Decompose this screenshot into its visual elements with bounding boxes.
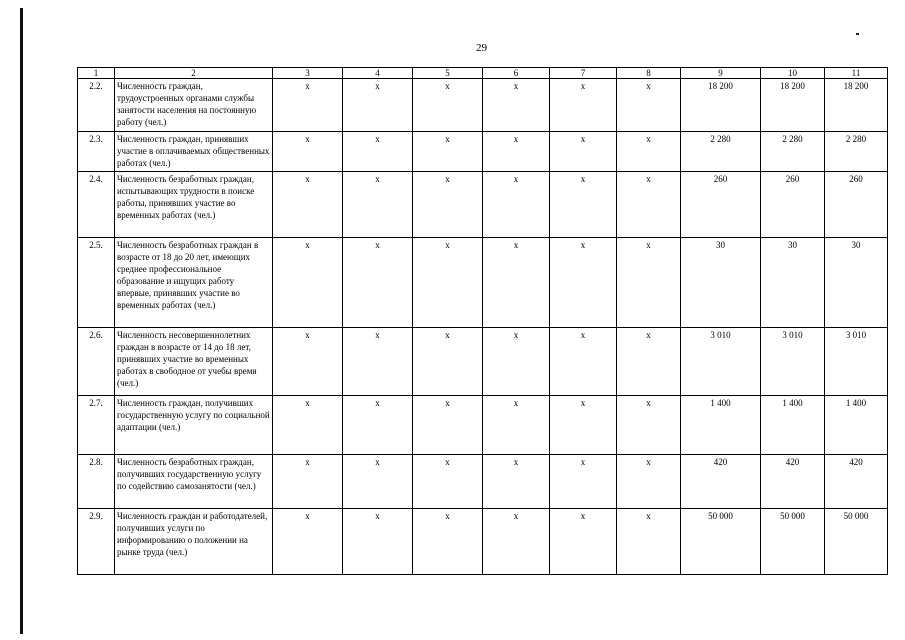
table-cell: x bbox=[413, 172, 483, 238]
table-cell: x bbox=[483, 132, 550, 172]
column-number: 7 bbox=[550, 68, 617, 79]
row-number: 2.4. bbox=[78, 172, 115, 238]
table-cell: 3 010 bbox=[681, 328, 761, 396]
table-cell: 30 bbox=[681, 238, 761, 328]
table-cell: x bbox=[550, 132, 617, 172]
table-cell: x bbox=[617, 455, 681, 509]
table-cell: x bbox=[483, 172, 550, 238]
table-cell: x bbox=[550, 455, 617, 509]
table-cell: x bbox=[483, 328, 550, 396]
indicator-name: Численность граждан, трудоустроенных органами службы занятости населения на постоянную работу (чел.) bbox=[115, 79, 273, 132]
column-number: 8 bbox=[617, 68, 681, 79]
table-cell: x bbox=[413, 328, 483, 396]
table-cell: x bbox=[273, 79, 343, 132]
row-number: 2.8. bbox=[78, 455, 115, 509]
table-row bbox=[78, 238, 888, 328]
table-cell: x bbox=[343, 79, 413, 132]
table-row bbox=[78, 172, 888, 238]
column-number-row bbox=[78, 68, 888, 79]
table-cell: x bbox=[273, 172, 343, 238]
table-row bbox=[78, 509, 888, 575]
indicator-name: Численность граждан, принявших участие в оплачиваемых общественных работах (чел.) bbox=[115, 132, 273, 172]
table-cell: x bbox=[483, 238, 550, 328]
table-cell: x bbox=[343, 172, 413, 238]
column-number: 4 bbox=[343, 68, 413, 79]
table-cell: x bbox=[550, 172, 617, 238]
table-cell: x bbox=[273, 396, 343, 455]
table-cell: x bbox=[483, 455, 550, 509]
table-cell: x bbox=[617, 328, 681, 396]
table-cell: 18 200 bbox=[825, 79, 888, 132]
column-number: 1 bbox=[78, 68, 115, 79]
table-cell: x bbox=[273, 328, 343, 396]
table-cell: x bbox=[483, 396, 550, 455]
table-cell: x bbox=[343, 509, 413, 575]
row-number: 2.2. bbox=[78, 79, 115, 132]
table-cell: x bbox=[550, 328, 617, 396]
table-cell: x bbox=[483, 79, 550, 132]
table-cell: 50 000 bbox=[761, 509, 825, 575]
row-number: 2.5. bbox=[78, 238, 115, 328]
column-number: 11 bbox=[825, 68, 888, 79]
table-cell: 30 bbox=[825, 238, 888, 328]
table-cell: x bbox=[413, 132, 483, 172]
column-number: 2 bbox=[115, 68, 273, 79]
table-cell: 420 bbox=[825, 455, 888, 509]
indicator-name: Численность безработных граждан, испытывающих трудности в поиске работы, принявших участие во временных работах (чел.) bbox=[115, 172, 273, 238]
table-cell: x bbox=[617, 172, 681, 238]
column-number: 5 bbox=[413, 68, 483, 79]
table-cell: x bbox=[413, 79, 483, 132]
table-cell: x bbox=[550, 238, 617, 328]
table-cell: x bbox=[273, 132, 343, 172]
table-row bbox=[78, 132, 888, 172]
table-cell: x bbox=[550, 509, 617, 575]
table-cell: 1 400 bbox=[681, 396, 761, 455]
indicators-table bbox=[77, 67, 888, 575]
scan-speck bbox=[856, 33, 859, 35]
indicator-name: Численность граждан, получивших государственную услугу по социальной адаптации (чел.) bbox=[115, 396, 273, 455]
table-cell: x bbox=[413, 509, 483, 575]
table-cell: 50 000 bbox=[681, 509, 761, 575]
table-cell: x bbox=[617, 396, 681, 455]
table-cell: x bbox=[273, 455, 343, 509]
row-number: 2.7. bbox=[78, 396, 115, 455]
column-number: 9 bbox=[681, 68, 761, 79]
table-cell: x bbox=[617, 238, 681, 328]
table-row bbox=[78, 79, 888, 132]
table-cell: 30 bbox=[761, 238, 825, 328]
column-number: 6 bbox=[483, 68, 550, 79]
table-cell: 2 280 bbox=[681, 132, 761, 172]
table-cell: x bbox=[550, 396, 617, 455]
row-number: 2.9. bbox=[78, 509, 115, 575]
table-cell: 260 bbox=[761, 172, 825, 238]
table-cell: 1 400 bbox=[825, 396, 888, 455]
indicator-name: Численность безработных граждан, получивших государственную услугу по содействию самозанятости (чел.) bbox=[115, 455, 273, 509]
page-number: 29 bbox=[476, 42, 487, 54]
row-number: 2.3. bbox=[78, 132, 115, 172]
row-number: 2.6. bbox=[78, 328, 115, 396]
table-cell: x bbox=[413, 238, 483, 328]
table-row bbox=[78, 328, 888, 396]
table-cell: 50 000 bbox=[825, 509, 888, 575]
table-row bbox=[78, 455, 888, 509]
table-cell: x bbox=[343, 455, 413, 509]
table-cell: x bbox=[413, 455, 483, 509]
table-cell: 420 bbox=[681, 455, 761, 509]
table-cell: x bbox=[617, 79, 681, 132]
table-cell: 3 010 bbox=[825, 328, 888, 396]
table-cell: 420 bbox=[761, 455, 825, 509]
table-cell: x bbox=[483, 509, 550, 575]
table-cell: x bbox=[343, 396, 413, 455]
table-cell: 2 280 bbox=[825, 132, 888, 172]
column-number: 10 bbox=[761, 68, 825, 79]
table-row bbox=[78, 396, 888, 455]
indicator-name: Численность безработных граждан в возрасте от 18 до 20 лет, имеющих среднее профессиональное образование и ищущих работу впервые, принявших участие во временных работах (чел.) bbox=[115, 238, 273, 328]
table-cell: 1 400 bbox=[761, 396, 825, 455]
table-cell: x bbox=[617, 132, 681, 172]
column-number: 3 bbox=[273, 68, 343, 79]
table-cell: 2 280 bbox=[761, 132, 825, 172]
table-cell: x bbox=[617, 509, 681, 575]
table-cell: 3 010 bbox=[761, 328, 825, 396]
indicator-name: Численность граждан и работодателей, получивших услуги по информированию о положении на рынке труда (чел.) bbox=[115, 509, 273, 575]
table-cell: x bbox=[343, 328, 413, 396]
left-margin-rule bbox=[20, 8, 23, 634]
table-cell: 18 200 bbox=[681, 79, 761, 132]
table-cell: x bbox=[413, 396, 483, 455]
table-cell: x bbox=[550, 79, 617, 132]
table-cell: x bbox=[343, 132, 413, 172]
table-cell: x bbox=[273, 238, 343, 328]
indicator-name: Численность несовершеннолетних граждан в возрасте от 14 до 18 лет, принявших участие во временных работах в свободное от учебы время (чел.) bbox=[115, 328, 273, 396]
table-cell: 18 200 bbox=[761, 79, 825, 132]
table-cell: x bbox=[343, 238, 413, 328]
table-cell: 260 bbox=[681, 172, 761, 238]
table-cell: 260 bbox=[825, 172, 888, 238]
table-cell: x bbox=[273, 509, 343, 575]
